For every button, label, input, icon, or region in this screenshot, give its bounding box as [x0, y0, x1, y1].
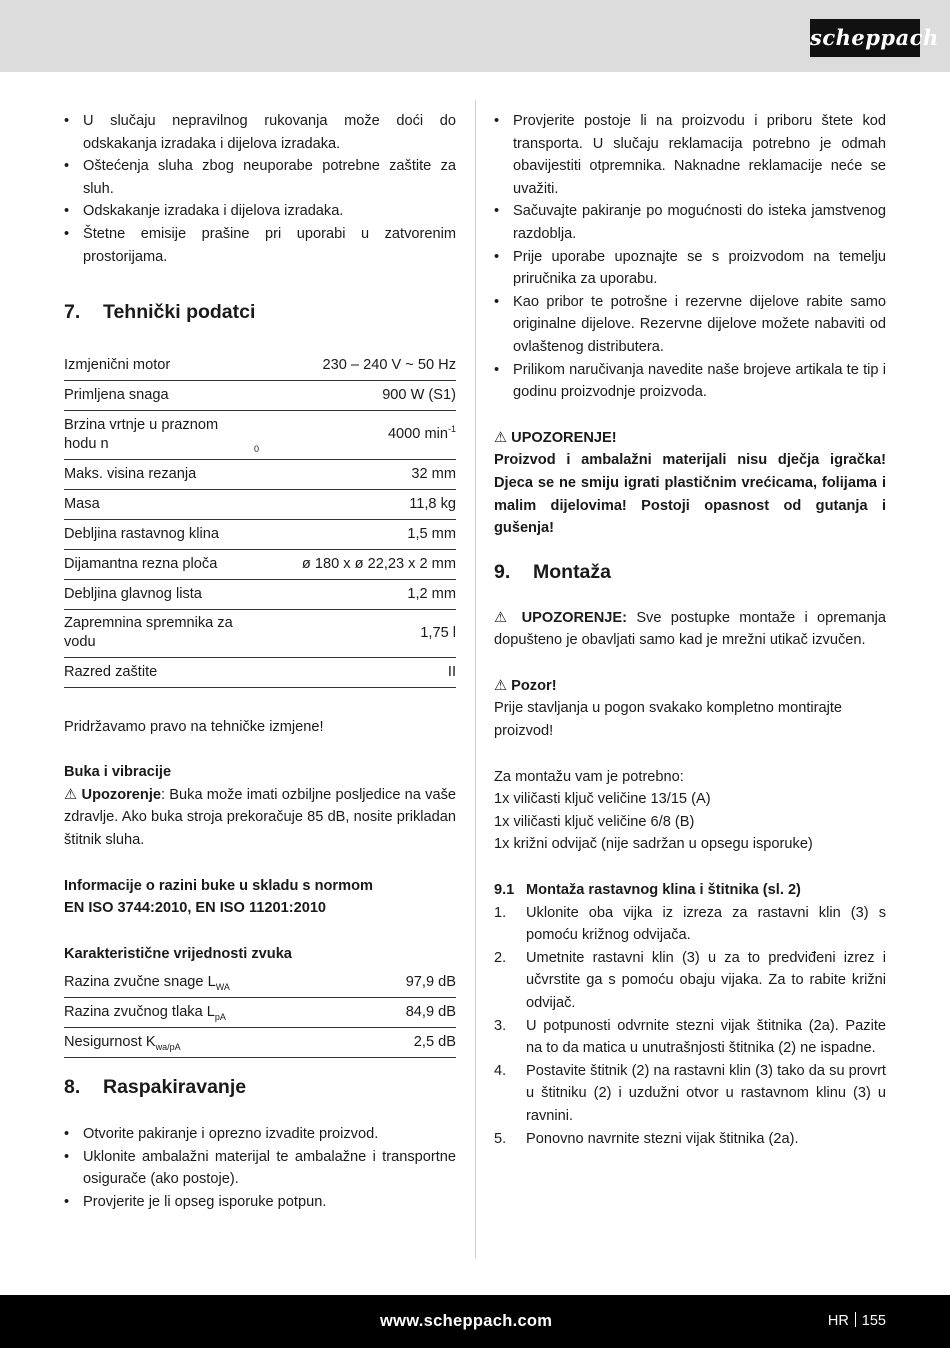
hazard-list [64, 110, 456, 268]
section-8-heading: 8. Raspakiravanje [64, 1075, 247, 1098]
list-item: • Kao pribor te potrošne i rezervne dijelove rabite samo originalne dijelove. Rezervne dijelove možete nabaviti od ovlaštenog distributera. [494, 291, 886, 359]
reserve-note: Pridržavamo pravo na tehničke izmjene! [64, 718, 324, 735]
table-row: Debljina glavnog lista 1,2 mm [64, 579, 456, 609]
page-number: HR 155 [827, 1313, 886, 1329]
noise-heading: Buka i vibracije [64, 764, 172, 781]
table-row: Masa 11,8 kg [64, 489, 456, 519]
table-row: Primljena snaga 900 W (S1) [64, 380, 456, 410]
norm-heading-line-2: EN ISO 3744:2010, EN ISO 11201:2010 [64, 900, 327, 917]
spec-table [64, 350, 456, 688]
list-item: 5. Ponovno navrnite stezni vijak štitnika (2a). [494, 1130, 799, 1147]
footer-bar [0, 1295, 950, 1348]
tool-item: 1x viličasti ključ veličine 13/15 (A) [494, 791, 711, 808]
header-bar [0, 0, 950, 72]
table-row: Razina zvučnog tlaka $L_{pA}$ 84,9 dB [64, 997, 456, 1027]
sound-table [64, 967, 456, 1058]
table-row: Razina zvučne snage $L_{WA}$ 97,9 dB [64, 967, 456, 997]
unpack-list-continued [494, 110, 886, 404]
list-item: 2. Umetnite rastavni klin (3) u za to predviđeni izrez i učvrstite ga s pomoću obaju vijaka. Za to rabite križni odvijač. [494, 949, 886, 1011]
caution-text: Prije stavljanja u pogon svakako kompletno montirajte proizvod! [494, 700, 843, 740]
assembly-steps [494, 902, 886, 1151]
warning-triangle-icon: ⚠ [494, 609, 513, 626]
list-item: • Prije uporabe upoznajte se s proizvodom na temelju priručnika za uporabu. [494, 246, 886, 291]
list-item: • Odskakanje izradaka i dijelova izradaka. [64, 200, 456, 223]
table-row: Izmjenični motor 230 – 240 V ~ 50 Hz [64, 350, 456, 380]
table-row: Dijamantna rezna ploča ø 180 x ø 22,23 x 2 mm [64, 549, 456, 579]
warning-1-label: ⚠ UPOZORENJE! [494, 429, 617, 446]
table-row: Razred zaštite II [64, 657, 456, 687]
brand-logo: scheppach [810, 19, 920, 57]
list-item: • Oštećenja sluha zbog neuporabe potrebne zaštite za sluh. [64, 155, 456, 200]
warning-1-text: Proizvod i ambalažni materijali nisu dječja igračka! Djeca se ne smiju igrati plastičnim vrećicama, folijama i malim dijelovima! Postoji opasnost od gutanja i gušenja! [494, 452, 886, 537]
tool-item: 1x viličasti ključ veličine 6/8 (B) [494, 813, 695, 830]
list-item: • Provjerite je li opseg isporuke potpun. [64, 1191, 456, 1214]
list-item: • Provjerite postoje li na proizvodu i priboru štete kod transporta. U slučaju reklamacija potrebno je odmah obavijestiti otpremnika. Naknadne reklamacije neće se uvažiti. [494, 110, 886, 200]
caution-label: ⚠ Pozor! [494, 677, 557, 694]
warning-triangle-icon: ⚠ [494, 429, 508, 446]
left-column [64, 110, 456, 1213]
warning-triangle-icon: ⚠ [64, 786, 78, 803]
unpack-list [64, 1123, 456, 1213]
right-column [494, 110, 886, 1150]
column-divider [475, 100, 476, 1258]
warning-triangle-icon: ⚠ [494, 677, 508, 694]
list-item: • Štetne emisije prašine pri uporabi u zatvorenim prostorijama. [64, 223, 456, 268]
list-item: 1. Uklonite oba vijka iz izreza za rastavni klin (3) s pomoću križnog odvijača. [494, 904, 886, 944]
table-row: Maks. visina rezanja 32 mm [64, 459, 456, 489]
table-row: Zapremnina spremnika za vodu 1,75 l [64, 609, 456, 657]
list-item: • U slučaju nepravilnog rukovanja može doći do odskakanja izradaka i dijelova izradaka. [64, 110, 456, 155]
noise-warning: ⚠ Upozorenje: Buka može imati ozbiljne posljedice na vaše zdravlje. Ako buka stroja prekoračuje 85 dB, nosite prikladan štitnik sluha. [64, 786, 456, 849]
section-9-heading: 9. Montaža [494, 560, 611, 583]
list-item: 3. U potpunosti odvrnite stezni vijak štitnika (2a). Pazite na to da matica u unutrašnjosti štitnika (2) ne ispadne. [494, 1017, 886, 1057]
norm-heading: Informacije o razini buke u skladu s normom [64, 877, 373, 894]
table-row: Debljina rastavnog klina 1,5 mm [64, 519, 456, 549]
website-link[interactable]: www.scheppach.com [380, 1312, 553, 1330]
list-item: • Otvorite pakiranje i oprezno izvadite proizvod. [64, 1123, 456, 1146]
separator [855, 1312, 856, 1327]
table-row: Brzina vrtnje u praznom hodu n $_0$ 4000 $\min^{-1}$ [64, 410, 456, 459]
list-item: • Uklonite ambalažni materijal te ambalažne i transportne osigurače (ako postoje). [64, 1146, 456, 1191]
warning-2: ⚠ UPOZORENJE: Sve postupke montaže i opremanja dopušteno je obavljati samo kad je mrežni utikač izvučen. [494, 609, 886, 649]
section-7-heading: 7. Tehnički podatci [64, 301, 256, 324]
list-item: 4. Postavite štitnik (2) na rastavni klin (3) tako da su provrt u štitniku (2) i uzdužni otvor u rastavnom klinu (3) u ravnini. [494, 1062, 886, 1124]
sound-heading: Karakteristične vrijednosti zvuka [64, 945, 292, 962]
tool-item: 1x križni odvijač (nije sadržan u opsegu isporuke) [494, 836, 813, 853]
subsection-9-1-heading: 9.1 Montaža rastavnog klina i štitnika (sl. 2) [494, 882, 801, 899]
list-item: • Sačuvajte pakiranje po mogućnosti do isteka jamstvenog razdoblja. [494, 200, 886, 245]
tools-intro: Za montažu vam je potrebno: [494, 768, 684, 785]
table-row: Nesigurnost $K_{wa/pA}$ 2,5 dB [64, 1027, 456, 1057]
list-item: • Prilikom naručivanja navedite naše brojeve artikala te tip i godinu proizvodnje proizvoda. [494, 359, 886, 404]
